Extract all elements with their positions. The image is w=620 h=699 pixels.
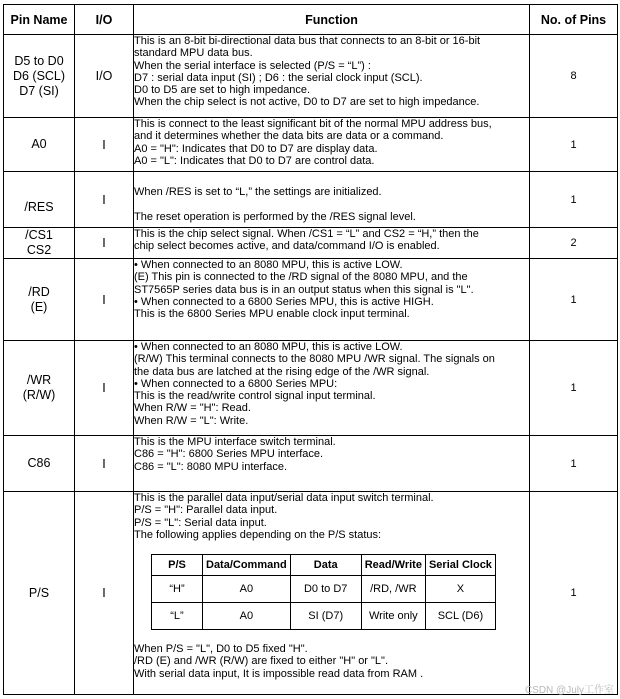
ps-cell: Write only <box>361 603 425 630</box>
pin-name-line: CS2 <box>26 243 52 257</box>
ps-row <box>152 576 496 603</box>
ps-header-cell: Serial Clock <box>425 555 495 576</box>
function-line: A0 = "H": Indicates that D0 to D7 are display data. <box>134 142 378 155</box>
function-line: P/S = "H": Parallel data input. <box>134 504 278 517</box>
function-cell <box>134 172 530 228</box>
pin-name-line: A0 <box>31 137 47 151</box>
table-row <box>4 492 618 695</box>
pin-name <box>4 259 75 341</box>
io-type: I <box>75 492 134 695</box>
function-line: • When connected to a 6800 Series MPU: <box>134 377 338 390</box>
pin-name-line: /RES <box>24 200 54 214</box>
function-line: the data bus are latched at the rising edge of the /WR signal. <box>134 365 430 378</box>
table-row <box>4 172 618 228</box>
pin-count: 1 <box>530 172 618 228</box>
ps-cell: SCL (D6) <box>425 603 495 630</box>
function-line: When /RES is set to “L,” the settings are initialized. <box>134 186 382 198</box>
pin-count: 8 <box>530 35 618 118</box>
function-line: D0 to D5 are set to high impedance. <box>134 84 311 97</box>
function-line: This is an 8-bit bi-directional data bus that connects to an 8-bit or 16-bit <box>134 35 481 47</box>
function-line: With serial data input, It is impossible read data from RAM . <box>134 667 424 680</box>
ps-header-row <box>152 555 496 576</box>
pin-name-line: /WR <box>26 373 52 387</box>
ps-cell: X <box>425 576 495 603</box>
pin-name <box>4 341 75 436</box>
ps-cell: /RD, /WR <box>361 576 425 603</box>
pin-name-line: D7 (SI) <box>19 83 59 98</box>
function-line: and it determines whether the data bits are data or a command. <box>134 130 444 143</box>
io-type: I <box>75 172 134 228</box>
io-type: I <box>75 341 134 436</box>
pin-name <box>4 35 75 118</box>
ps-cell: “L” <box>152 603 203 630</box>
function-line: (R/W) This terminal connects to the 8080 MPU /WR signal. The signals on <box>134 353 495 366</box>
pin-name <box>4 118 75 172</box>
function-cell <box>134 436 530 492</box>
function-line: /RD (E) and /WR (R/W) are fixed to either "H" or "L". <box>134 655 389 668</box>
header-io: I/O <box>75 5 134 35</box>
ps-cell: SI (D7) <box>290 603 361 630</box>
header-function: Function <box>134 5 530 35</box>
pin-name-line: D5 to D0 <box>14 53 64 68</box>
io-type: I <box>75 436 134 492</box>
io-type: I <box>75 228 134 259</box>
header-row <box>4 5 618 35</box>
function-cell <box>134 492 530 695</box>
function-line: The reset operation is performed by the /RES signal level. <box>134 211 416 224</box>
ps-cell: A0 <box>203 603 291 630</box>
pin-count: 1 <box>530 341 618 436</box>
ps-header-cell: Data <box>290 555 361 576</box>
function-line: (E) This pin is connected to the /RD signal of the 8080 MPU, and the <box>134 271 468 284</box>
function-cell <box>134 35 530 118</box>
function-line: This is connect to the least significant bit of the normal MPU address bus, <box>134 118 492 130</box>
function-line: A0 = "L": Indicates that D0 to D7 are control data. <box>134 154 375 167</box>
function-line: This is the parallel data input/serial data input switch terminal. <box>134 492 434 504</box>
pin-name-line: /CS1 <box>25 228 53 242</box>
table-row <box>4 341 618 436</box>
pin-name-line: (R/W) <box>22 388 56 402</box>
function-line: This is the 6800 Series MPU enable clock input terminal. <box>134 308 410 321</box>
pin-name <box>4 228 75 259</box>
ps-header-cell: Read/Write <box>361 555 425 576</box>
io-type: I <box>75 259 134 341</box>
pin-name-line: (E) <box>30 299 48 314</box>
function-line: ST7565P series data bus is in an output status when this signal is "L". <box>134 283 474 296</box>
table-row <box>4 35 618 118</box>
function-line: The following applies depending on the P/S status: <box>134 528 382 541</box>
function-line: When R/W = "L": Write. <box>134 414 249 427</box>
table-row <box>4 228 618 259</box>
ps-cell: A0 <box>203 576 291 603</box>
pin-count: 1 <box>530 259 618 341</box>
function-line: standard MPU data bus. <box>134 47 253 60</box>
io-type: I/O <box>75 35 134 118</box>
pin-description-table <box>3 4 618 695</box>
pin-count: 1 <box>530 492 618 695</box>
pin-name <box>4 492 75 695</box>
function-cell <box>134 118 530 172</box>
table-row <box>4 259 618 341</box>
function-line: P/S = "L": Serial data input. <box>134 516 267 529</box>
pin-count: 2 <box>530 228 618 259</box>
ps-status-table <box>151 554 496 630</box>
pin-name <box>4 436 75 492</box>
table-row <box>4 436 618 492</box>
header-pin-name: Pin Name <box>4 5 75 35</box>
pin-name-line: P/S <box>28 585 50 600</box>
function-line: C86 = "H": 6800 Series MPU interface. <box>134 448 324 461</box>
watermark: CSDN @July工作室 <box>524 685 614 696</box>
function-line: This is the MPU interface switch terminal. <box>134 436 336 448</box>
ps-header-cell: P/S <box>152 555 203 576</box>
ps-cell: D0 to D7 <box>290 576 361 603</box>
pin-count: 1 <box>530 436 618 492</box>
function-line: When the chip select is not active, D0 to D7 are set to high impedance. <box>134 96 480 109</box>
function-line: chip select becomes active, and data/command I/O is enabled. <box>134 240 440 253</box>
function-line: C86 = "L": 8080 MPU interface. <box>134 460 288 473</box>
function-line: This is the chip select signal. When /CS1 = “L” and CS2 = “H,” then the <box>134 228 479 240</box>
pin-name <box>4 172 75 228</box>
function-cell <box>134 228 530 259</box>
function-line: • When connected to a 6800 Series MPU, this is active HIGH. <box>134 295 434 308</box>
pin-name-line: D6 (SCL) <box>12 68 66 83</box>
function-line: • When connected to an 8080 MPU, this is active LOW. <box>134 341 403 353</box>
pin-count: 1 <box>530 118 618 172</box>
pin-name-line: /RD <box>28 284 50 299</box>
header-num-pins: No. of Pins <box>530 5 618 35</box>
ps-header-cell: Data/Command <box>203 555 291 576</box>
function-line: D7 : serial data input (SI) ; D6 : the serial clock input (SCL). <box>134 71 423 84</box>
function-line: • When connected to an 8080 MPU, this is active LOW. <box>134 259 403 271</box>
function-line: When R/W = "H": Read. <box>134 402 251 415</box>
function-line: This is the read/write control signal input terminal. <box>134 390 376 403</box>
ps-cell: “H” <box>152 576 203 603</box>
ps-row <box>152 603 496 630</box>
io-type: I <box>75 118 134 172</box>
function-line: When P/S = "L", D0 to D5 fixed "H". <box>134 643 308 656</box>
pin-name-line: C86 <box>27 456 51 470</box>
function-cell <box>134 341 530 436</box>
table-row <box>4 118 618 172</box>
function-line: When the serial interface is selected (P/S = “L”) : <box>134 59 371 72</box>
function-cell <box>134 259 530 341</box>
